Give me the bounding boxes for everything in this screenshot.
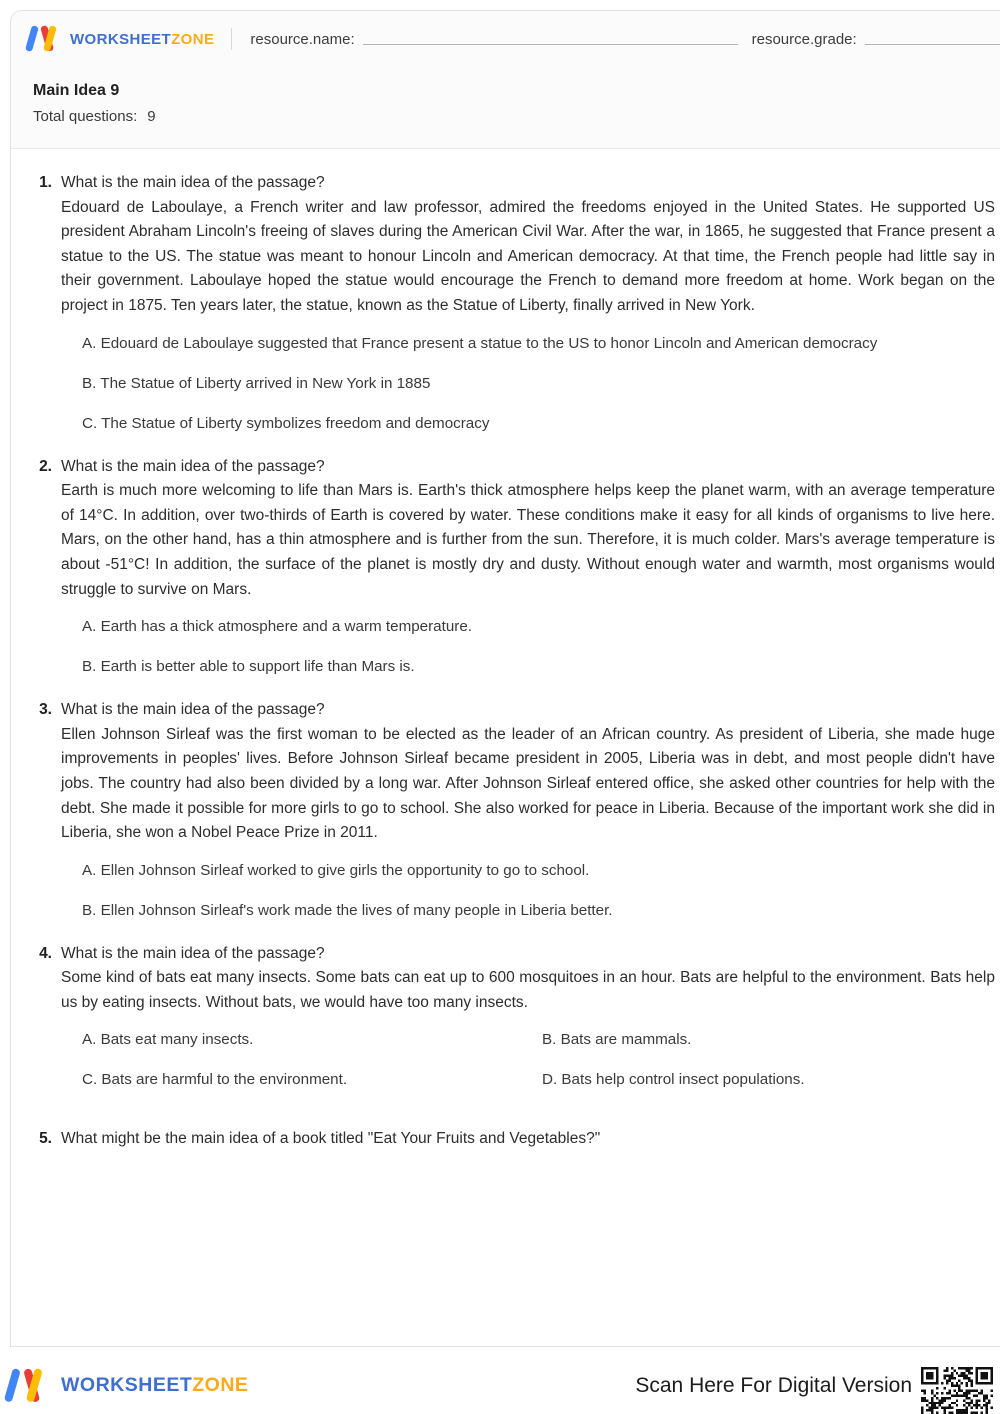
name-field[interactable] xyxy=(250,31,737,48)
footer-wordmark-primary: WORKSHEET xyxy=(61,1373,193,1396)
question-number: 1. xyxy=(39,174,52,191)
name-field-label: resource.name: xyxy=(250,30,355,48)
total-questions-count: 9 xyxy=(147,108,156,125)
answer-option[interactable]: A. Ellen Johnson Sirleaf worked to give girls the opportunity to go to school. xyxy=(82,861,590,879)
question-prompt: What is the main idea of the passage? xyxy=(61,457,325,475)
questions-list xyxy=(11,149,1000,1152)
question-prompt: What might be the main idea of a book titled "Eat Your Fruits and Vegetables?" xyxy=(61,1130,601,1148)
name-field-writing-line[interactable] xyxy=(363,44,738,45)
question-number: 2. xyxy=(39,457,52,475)
question-content xyxy=(61,455,995,680)
question-passage: Some kind of bats eat many insects. Some bats can eat up to 600 mosquitoes in an hour. Bats are helpful to the environment. Bats help us by eating insects. Without bats, we would have too many insects. xyxy=(61,969,995,1011)
grade-field-writing-line[interactable] xyxy=(865,44,1000,45)
question-item xyxy=(35,171,995,436)
footer-brand-wordmark xyxy=(61,1373,249,1396)
answer-option[interactable]: D. Bats help control insect populations. xyxy=(542,1071,805,1089)
answer-options xyxy=(61,859,995,923)
grade-field[interactable] xyxy=(752,31,1000,48)
answer-option[interactable]: A. Edouard de Laboulaye suggested that France present a statue to the US to honor Lincoln and American democracy xyxy=(82,334,878,352)
answer-option[interactable]: B. Bats are mammals. xyxy=(542,1031,692,1049)
page-title: Main Idea 9 xyxy=(33,82,120,99)
question-item xyxy=(35,1127,995,1152)
answer-option[interactable]: B. Ellen Johnson Sirleaf's work made the lives of many people in Liberia better. xyxy=(82,901,613,919)
answer-option[interactable]: A. Bats eat many insects. xyxy=(82,1031,254,1049)
question-item xyxy=(35,698,995,923)
footer-wordmark-secondary: ZONE xyxy=(192,1373,249,1396)
answer-options xyxy=(61,615,995,679)
answer-option[interactable]: A. Earth has a thick atmosphere and a warm temperature. xyxy=(82,618,473,636)
question-passage: Ellen Johnson Sirleaf was the first woman to be elected as the leader of an African country. As president of Liberia, she made huge improvements in peoples' lives. Before Johnson Sirleaf became president in 2005, Liberia was in debt, and most people didn't have jobs. The country had also been divided by a long war. After Johnson Sirleaf entered office, she asked other countries for help with the debt. She made it possible for more girls to go to school. She also worked for peace in Liberia. Because of the important work she did in Liberia, she won a Nobel Peace Prize in 2011. xyxy=(61,725,995,842)
answer-option[interactable]: B. The Statue of Liberty arrived in New York in 1885 xyxy=(82,374,431,392)
answer-option[interactable]: B. Earth is better able to support life than Mars is. xyxy=(82,658,415,676)
question-passage: Edouard de Laboulaye, a French writer and law professor, admired the freedoms enjoyed in the United States. He supported US president Abraham Lincoln's freeing of slaves during the American Civil War. After the war, in 1865, he suggested that France present a statue to the US. The statue was meant to honour Lincoln and American democracy. At that time, the French people had little say in their government. Laboulaye hoped the statue would encourage the French to demand more freedom at home. Work began on the project in 1875. Ten years later, the statue, known as the Statue of Liberty, finally arrived in New York. xyxy=(61,198,995,314)
question-item xyxy=(35,455,995,680)
worksheetzone-w-logo-icon xyxy=(12,1369,50,1403)
total-questions xyxy=(33,105,1000,128)
footer-brand-logo xyxy=(12,1369,248,1403)
qr-code-svg xyxy=(921,1367,993,1414)
worksheet-card xyxy=(10,10,1000,1347)
brand-wordmark-primary: WORKSHEET xyxy=(70,30,172,48)
question-number: 4. xyxy=(39,944,52,962)
question-number: 5. xyxy=(39,1130,52,1148)
qr-code-icon[interactable] xyxy=(921,1367,993,1414)
total-questions-label: Total questions: xyxy=(33,108,138,125)
grade-field-label: resource.grade: xyxy=(751,30,857,48)
question-content xyxy=(61,942,995,1109)
question-prompt: What is the main idea of the passage? xyxy=(61,701,325,719)
header-top-row xyxy=(11,11,1000,67)
page-footer xyxy=(0,1357,1000,1414)
header-brand-logo xyxy=(31,26,214,52)
header-divider xyxy=(231,28,232,50)
question-prompt: What is the main idea of the passage? xyxy=(61,174,325,191)
worksheetzone-w-logo-icon xyxy=(31,26,61,52)
question-number: 3. xyxy=(39,701,52,719)
question-content xyxy=(61,1127,995,1152)
worksheet-title-block xyxy=(11,67,1000,128)
answer-option[interactable]: C. Bats are harmful to the environment. xyxy=(82,1071,348,1089)
worksheet-header xyxy=(11,11,1000,149)
question-prompt: What is the main idea of the passage? xyxy=(61,944,325,962)
scan-prompt-text: Scan Here For Digital Version xyxy=(635,1373,912,1397)
brand-wordmark-secondary: ZONE xyxy=(171,30,215,48)
answer-options xyxy=(61,332,995,436)
answer-option[interactable]: C. The Statue of Liberty symbolizes freedom and democracy xyxy=(82,414,490,432)
question-item xyxy=(35,942,995,1109)
answer-options xyxy=(61,1028,995,1108)
question-content xyxy=(61,171,995,436)
question-content xyxy=(61,698,995,923)
brand-wordmark xyxy=(70,32,214,47)
question-passage: Earth is much more welcoming to life than Mars is. Earth's thick atmosphere helps keep the planet warm, with an average temperature of 14°C. In addition, over two-thirds of Earth is covered by water. These conditions make it easy for all kinds of organisms to live here. Mars, on the other hand, has a thin atmosphere and is further from the sun. Therefore, it is much colder. Mars's average temperature is about -51°C! In addition, the surface of the planet is mostly dry and dusty. Without enough water and warmth, most organisms would struggle to survive on Mars. xyxy=(61,482,995,598)
